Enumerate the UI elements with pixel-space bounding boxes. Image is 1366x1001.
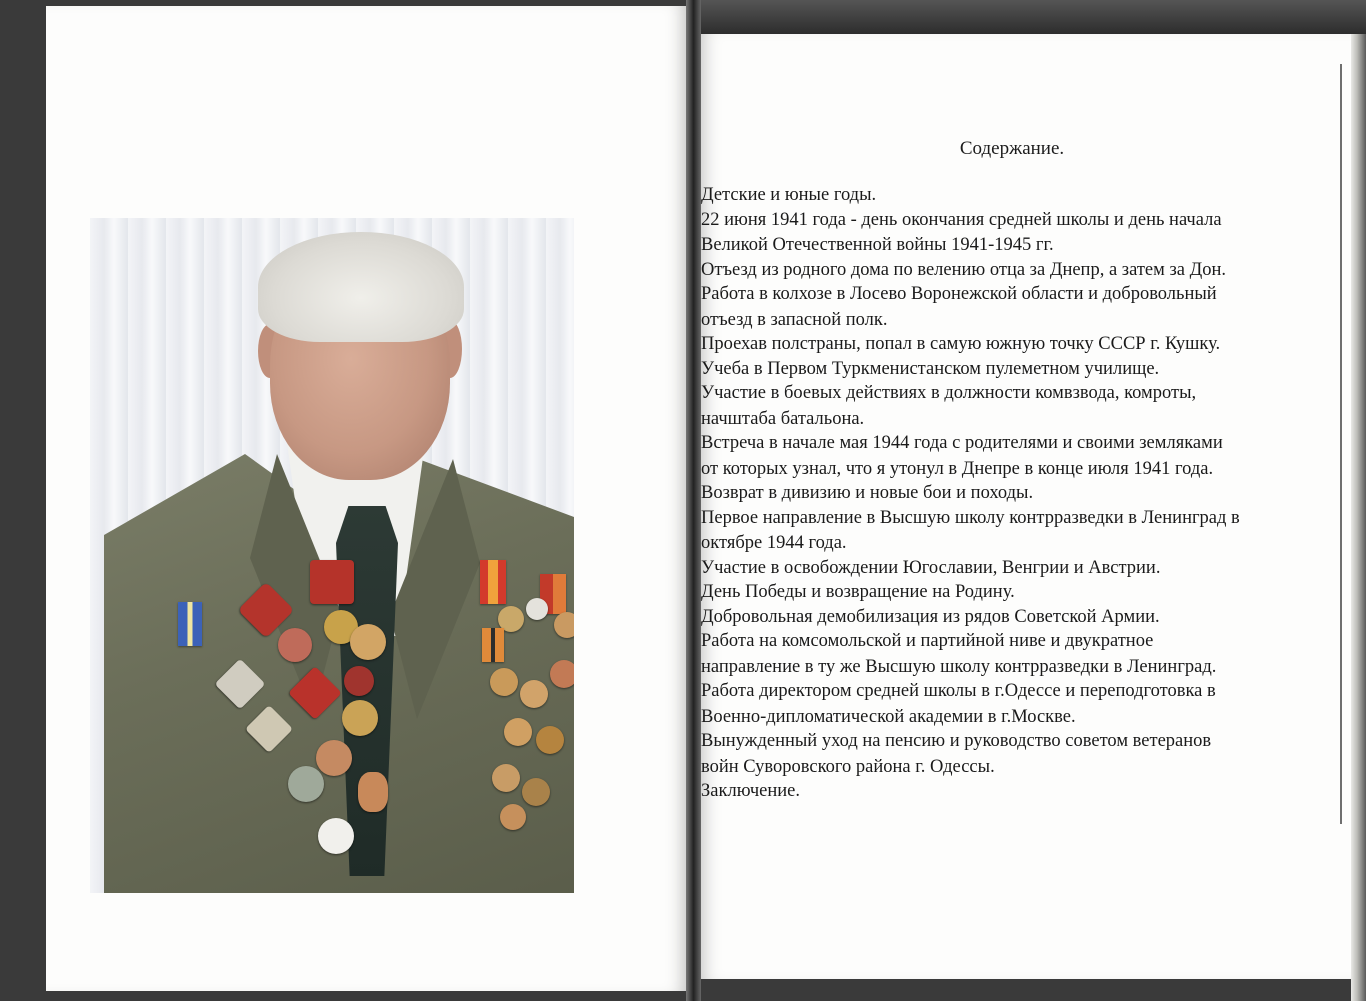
toc-item: Отъезд из родного дома по велению отца за Днепр, а затем за Дон. bbox=[701, 259, 1227, 280]
toc-item: Работа на комсомольской и партийной ниве и двукратное направление в ту же Высшую школу контрразведки в Ленинград. bbox=[701, 631, 1217, 677]
medal bbox=[520, 680, 548, 708]
medal-ribbon bbox=[178, 602, 202, 646]
medal bbox=[526, 598, 548, 620]
left-page bbox=[46, 6, 686, 991]
medal bbox=[522, 778, 550, 806]
medal bbox=[550, 660, 574, 688]
toc-item: Добровольная демобилизация из рядов Советской Армии. bbox=[701, 606, 1160, 627]
medal bbox=[288, 766, 324, 802]
toc-item: 22 июня 1941 года - день окончания средней школы и день начала Великой Отечественной войны 1941-1945 гг. bbox=[701, 209, 1222, 255]
medal bbox=[554, 612, 574, 638]
medal bbox=[500, 804, 526, 830]
medal bbox=[318, 818, 354, 854]
medal bbox=[504, 718, 532, 746]
toc-item: Учеба в Первом Туркменистанском пулеметном училище. bbox=[701, 358, 1160, 379]
scan-background-top bbox=[701, 0, 1366, 34]
table-of-contents bbox=[701, 183, 1341, 804]
medal bbox=[342, 700, 378, 736]
medal bbox=[492, 764, 520, 792]
veteran-portrait-photo bbox=[90, 204, 574, 893]
medal bbox=[350, 624, 386, 660]
page-edge-right bbox=[1351, 34, 1366, 1001]
medal bbox=[490, 668, 518, 696]
medal-ribbon bbox=[482, 628, 504, 662]
toc-item: Работа в колхозе в Лосево Воронежской области и добровольный отъезд в запасной полк. bbox=[701, 284, 1217, 330]
medal bbox=[278, 628, 312, 662]
toc-item: Работа директором средней школы в г.Одессе и переподготовка в Военно-дипломатической академии в г.Москве. bbox=[701, 681, 1216, 727]
toc-item: День Победы и возвращение на Родину. bbox=[701, 582, 1015, 602]
right-page bbox=[701, 34, 1351, 979]
toc-item: Участие в освобождении Югославии, Венгрии и Австрии. bbox=[701, 557, 1161, 578]
toc-item: Участие в боевых действиях в должности комвзвода, комроты, начштаба батальона. bbox=[701, 383, 1197, 429]
toc-item: Заключение. bbox=[701, 781, 800, 801]
toc-item: Первое направление в Высшую школу контрразведки в Ленинград в октябре 1944 года. bbox=[701, 507, 1240, 553]
medal bbox=[536, 726, 564, 754]
medal-ribbon bbox=[480, 560, 506, 604]
medal bbox=[310, 560, 354, 604]
book-gutter bbox=[686, 0, 701, 1001]
photo-hair bbox=[258, 232, 464, 342]
toc-item: Возврат в дивизию и новые бои и походы. bbox=[701, 483, 1034, 503]
toc-item: Встреча в начале мая 1944 года с родителями и своими земляками от которых узнал, что я утонул в Днепре в конце июля 1941 года. bbox=[701, 433, 1223, 479]
toc-item: Вынужденный уход на пенсию и руководство советом ветеранов войн Суворовского района г. Одессы. bbox=[701, 731, 1212, 777]
medal bbox=[316, 740, 352, 776]
toc-item: Детские и юные годы. bbox=[701, 185, 877, 205]
medal bbox=[358, 772, 388, 812]
contents-title: Содержание. bbox=[959, 138, 1065, 159]
medal bbox=[344, 666, 374, 696]
toc-item: Проехав полстраны, попал в самую южную точку СССР г. Кушку. bbox=[701, 334, 1221, 354]
